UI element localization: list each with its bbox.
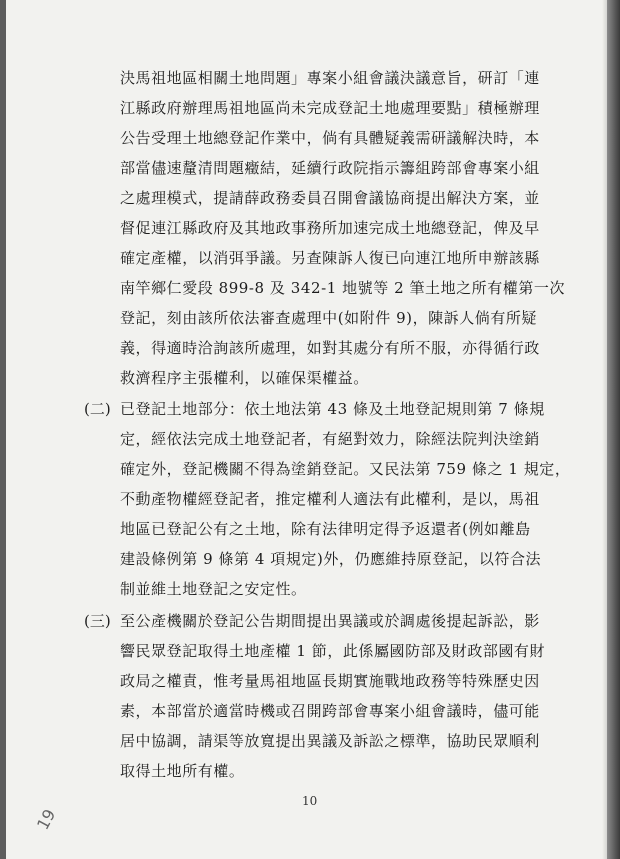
intro-line: 確定產權，以消弭爭議。另查陳訴人復已向連江地所申辦該縣: [120, 249, 540, 267]
section-2-line: 建設條例第 9 條第 4 項規定)外，仍應維持原登記，以符合法: [120, 550, 542, 568]
intro-line: 督促連江縣政府及其地政事務所加速完成土地總登記，俾及早: [120, 219, 540, 237]
section-3-line: 素，本部當於適當時機或召開跨部會專案小組會議時，儘可能: [120, 702, 540, 720]
intro-line: 義，得適時洽詢該所處理，如對其處分有所不服，亦得循行政: [120, 339, 540, 357]
section-2-line: 不動產物權經登記者，推定權利人適法有此權利，是以，馬祖: [120, 490, 540, 508]
handwritten-annotation: 19: [33, 806, 60, 833]
intro-line: 公告受理土地總登記作業中，倘有具體疑義需研議解決時，本: [120, 129, 540, 147]
intro-line: 救濟程序主張權利，以確保渠權益。: [120, 369, 369, 387]
section-3-label: (三): [84, 612, 111, 630]
section-3-line: 響民眾登記取得土地產權 1 節，此係屬國防部及財政部國有財: [120, 642, 546, 660]
intro-line: 登記，刻由該所依法審查處理中(如附件 9)，陳訴人倘有所疑: [120, 309, 537, 327]
section-3-line: 居中協調，請渠等放寬提出異議及訴訟之標準，協助民眾順利: [120, 732, 540, 750]
intro-line: 之處理模式，提請薛政務委員召開會議協商提出解決方案，並: [120, 189, 540, 207]
section-2-label: (二): [84, 400, 111, 418]
section-2-line: 地區已登記公有之土地，除有法律明定得予返還者(例如離島: [120, 520, 531, 538]
scan-left-edge: [0, 0, 6, 859]
section-3-line: 政局之權責，惟考量馬祖地區長期實施戰地政務等特殊歷史因: [120, 672, 540, 690]
scan-right-edge: [607, 0, 620, 859]
intro-line: 部當儘速釐清問題癥結，延續行政院指示籌組跨部會專案小組: [120, 159, 540, 177]
section-2-line: 已登記土地部分：依土地法第 43 條及土地登記規則第 7 條規: [120, 400, 545, 418]
intro-line: 江縣政府辦理馬祖地區尚未完成登記土地處理要點」積極辦理: [120, 99, 540, 117]
intro-line: 決馬祖地區相關土地問題」專案小組會議決議意旨，研訂「連: [120, 69, 540, 87]
section-3-line: 取得土地所有權。: [120, 762, 245, 780]
section-2-line: 定，經依法完成土地登記者，有絕對效力，除經法院判決塗銷: [120, 430, 540, 448]
section-2-line: 制並維土地登記之安定性。: [120, 580, 307, 598]
intro-line: 南竿鄉仁愛段 899-8 及 342-1 地號等 2 筆土地之所有權第一次: [120, 279, 565, 297]
page-number: 10: [302, 794, 318, 808]
section-2-line: 確定外，登記機關不得為塗銷登記。又民法第 759 條之 1 規定，: [120, 460, 571, 478]
section-3-line: 至公產機關於登記公告期間提出異議或於調處後提起訴訟，影: [120, 612, 540, 630]
